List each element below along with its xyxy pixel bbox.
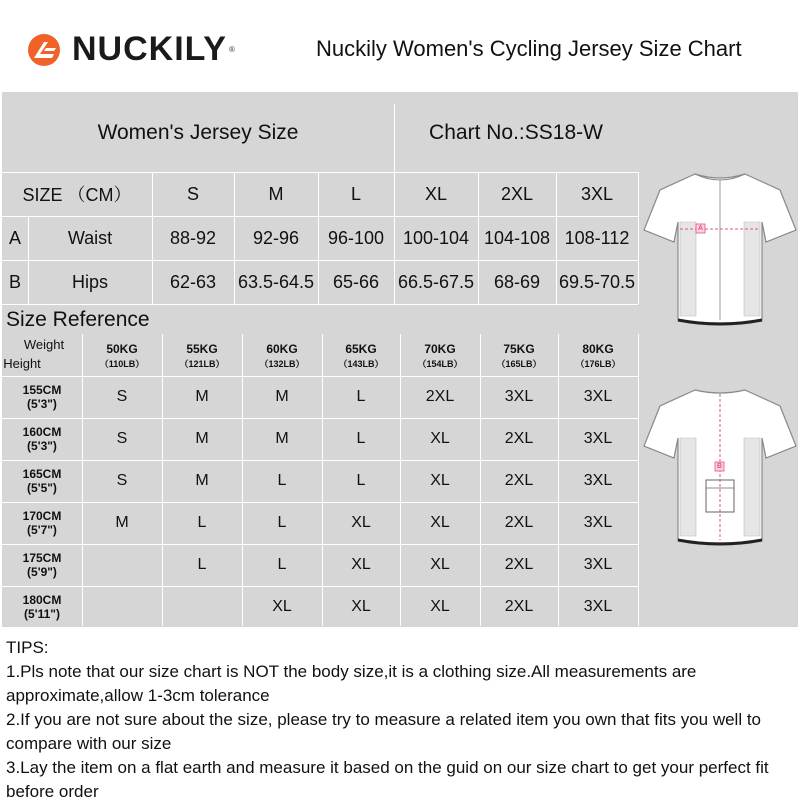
height-label: Height: [3, 355, 41, 371]
reference-size-cell: XL: [351, 598, 371, 615]
tip-line-3: 3.Lay the item on a flat earth and measure it based on the guid on our size chart to get your perfect fit before order: [6, 758, 769, 800]
reference-size-cell: L: [356, 472, 366, 489]
size-header-2xl: 2XL: [500, 183, 534, 204]
height-ft: (5'5"): [27, 481, 57, 495]
height-header: [2, 418, 82, 460]
size-header-m: M: [268, 183, 284, 204]
measure-cell: 66.5-67.5: [397, 271, 475, 292]
grid-line-horizontal: [2, 304, 638, 305]
reference-size-cell: XL: [351, 514, 371, 531]
weight-kg: 80KG: [582, 342, 614, 357]
weight-lb: （143LB）: [338, 358, 384, 369]
height-header: [2, 376, 82, 418]
height-cm: 175CM: [22, 550, 62, 565]
tip-line-2: 2.If you are not sure about the size, please try to measure a related item you own that fits you well to compare with our size: [6, 710, 762, 753]
size-reference-heading: Size Reference: [6, 308, 150, 331]
jersey-size-heading: Women's Jersey Size: [97, 121, 299, 144]
height-header: [2, 586, 82, 628]
weight-header: [480, 336, 558, 376]
weight-lb: （165LB）: [496, 358, 542, 369]
measure-cell: 65-66: [332, 271, 380, 292]
reference-size-cell: 2XL: [425, 388, 455, 405]
reference-size-cell: [162, 586, 242, 628]
weight-header: [558, 336, 638, 376]
header: [0, 0, 800, 92]
reference-size-cell: 3XL: [583, 598, 613, 615]
weight-header: [322, 336, 400, 376]
weight-kg: 60KG: [266, 342, 298, 357]
measure-cell: 63.5-64.5: [237, 271, 315, 292]
reference-size-cell: XL: [430, 598, 450, 615]
height-header: [2, 502, 82, 544]
measure-cell: 100-104: [402, 227, 470, 248]
page-title: Nuckily Women's Cycling Jersey Size Chart: [316, 36, 742, 61]
reference-size-cell: [82, 586, 162, 628]
reference-size-cell: L: [277, 556, 287, 573]
height-cm: 165CM: [22, 466, 62, 481]
chart-number: Chart No.:SS18-W: [429, 121, 603, 144]
reference-size-cell: 3XL: [504, 388, 534, 405]
weight-header: [162, 336, 242, 376]
reference-size-cell: L: [356, 430, 366, 447]
height-ft: (5'11"): [24, 607, 60, 621]
height-cm: 160CM: [22, 424, 62, 439]
weight-kg: 50KG: [106, 342, 138, 357]
registered-mark: ®: [229, 45, 235, 54]
weight-header: [82, 336, 162, 376]
marker-a-label: A: [697, 225, 704, 232]
grid-line-vertical: [638, 334, 639, 626]
reference-size-cell: M: [115, 514, 129, 531]
weight-kg: 70KG: [424, 342, 456, 357]
height-ft: (5'7"): [27, 523, 57, 537]
measure-cell: 68-69: [493, 271, 541, 292]
size-header-s: S: [186, 183, 199, 204]
reference-size-cell: 3XL: [583, 388, 613, 405]
weight-kg: 55KG: [186, 342, 218, 357]
height-ft: (5'9"): [27, 565, 57, 579]
reference-size-cell: XL: [430, 430, 450, 447]
weight-lb: （121LB）: [179, 358, 225, 369]
nuckily-logo-icon: [26, 32, 66, 68]
reference-size-cell: 2XL: [504, 514, 534, 531]
size-cm-label: SIZE （CM）: [22, 185, 132, 205]
measure-cell: 62-63: [169, 271, 217, 292]
reference-size-cell: L: [277, 472, 287, 489]
reference-size-cell: 3XL: [583, 472, 613, 489]
size-header-xl: XL: [424, 183, 448, 204]
reference-size-cell: [82, 544, 162, 586]
reference-size-cell: M: [195, 430, 209, 447]
reference-size-cell: M: [195, 472, 209, 489]
reference-size-cell: 2XL: [504, 598, 534, 615]
measure-cell: 69.5-70.5: [558, 271, 636, 292]
weight-header: [400, 336, 480, 376]
tips-section: [6, 636, 796, 800]
weight-lb: （110LB）: [99, 358, 145, 369]
weight-lb: （154LB）: [417, 358, 463, 369]
measure-cell: 92-96: [252, 227, 300, 248]
measure-cell: 96-100: [327, 227, 385, 248]
reference-size-cell: S: [116, 430, 128, 447]
height-cm: 155CM: [22, 382, 62, 397]
weight-kg: 75KG: [503, 342, 535, 357]
reference-size-cell: XL: [430, 514, 450, 531]
reference-size-cell: XL: [430, 556, 450, 573]
weight-lb: （176LB）: [575, 358, 621, 369]
reference-size-cell: 3XL: [583, 556, 613, 573]
measure-cell: 88-92: [169, 227, 217, 248]
height-ft: (5'3"): [27, 397, 57, 411]
height-ft: (5'3"): [27, 439, 57, 453]
reference-size-cell: M: [275, 388, 289, 405]
brand-logo: [26, 30, 235, 69]
reference-size-cell: L: [197, 556, 207, 573]
measure-cell: 104-108: [483, 227, 551, 248]
reference-size-cell: XL: [272, 598, 292, 615]
reference-size-cell: M: [275, 430, 289, 447]
reference-size-cell: L: [197, 514, 207, 531]
weight-kg: 65KG: [345, 342, 377, 357]
row-code-b: B: [8, 271, 21, 292]
weight-label: Weight: [23, 336, 65, 352]
size-header-3xl: 3XL: [580, 183, 614, 204]
reference-size-cell: XL: [430, 472, 450, 489]
reference-size-cell: 2XL: [504, 472, 534, 489]
reference-size-cell: S: [116, 472, 128, 489]
row-code-a: A: [8, 227, 21, 248]
reference-size-cell: 3XL: [583, 430, 613, 447]
reference-size-cell: 2XL: [504, 556, 534, 573]
reference-size-cell: S: [116, 388, 128, 405]
reference-size-cell: 3XL: [583, 514, 613, 531]
weight-header: [242, 336, 322, 376]
grid-line-vertical: [638, 172, 639, 304]
height-header: [2, 460, 82, 502]
weight-lb: （132LB）: [259, 358, 305, 369]
tip-line-1: 1.Pls note that our size chart is NOT the body size,it is a clothing size.All measurements are approximate,allow 1-3cm tolerance: [6, 662, 697, 705]
jersey-front-diagram: [640, 160, 800, 330]
reference-size-cell: L: [356, 388, 366, 405]
height-cm: 180CM: [22, 592, 62, 607]
reference-size-cell: L: [277, 514, 287, 531]
height-header: [2, 544, 82, 586]
row-name-hips: Hips: [71, 271, 108, 292]
reference-size-cell: 2XL: [504, 430, 534, 447]
tips-heading: TIPS:: [6, 638, 49, 657]
height-cm: 170CM: [22, 508, 62, 523]
brand-name: NUCKILY: [72, 30, 227, 68]
row-name-waist: Waist: [67, 227, 113, 248]
reference-size-cell: XL: [351, 556, 371, 573]
measure-cell: 108-112: [564, 227, 630, 248]
reference-size-cell: M: [195, 388, 209, 405]
size-header-l: L: [350, 183, 361, 204]
marker-b-label: B: [716, 463, 723, 470]
